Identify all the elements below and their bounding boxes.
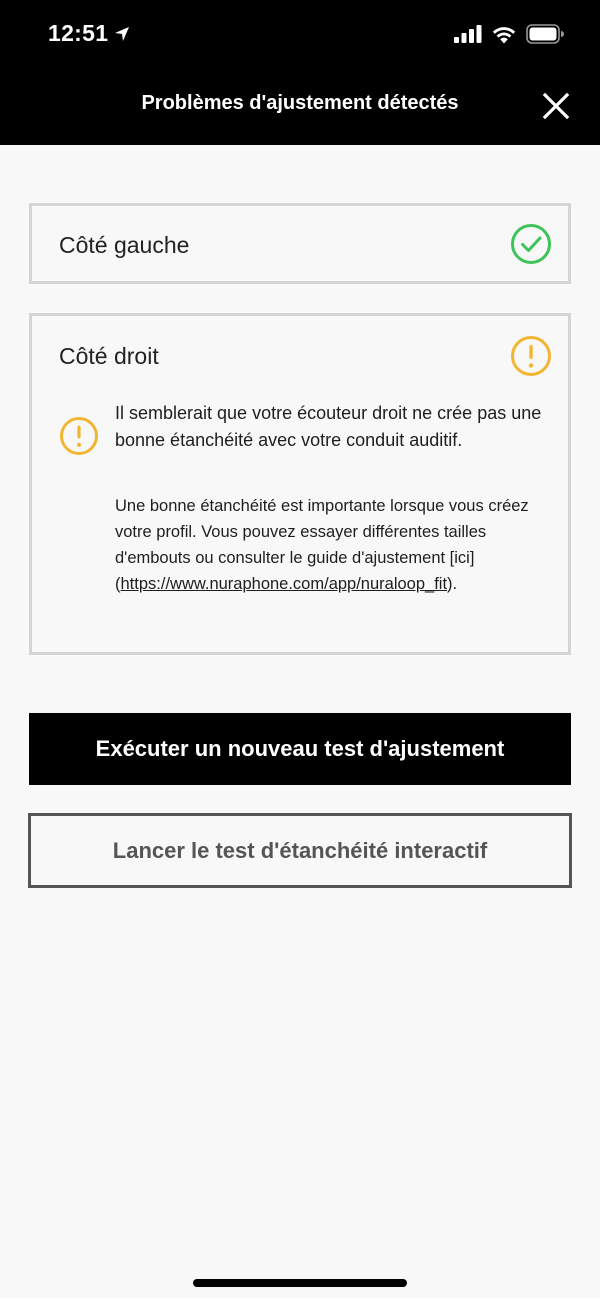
close-icon[interactable]	[540, 90, 572, 122]
battery-icon	[526, 24, 564, 44]
right-side-card	[29, 313, 571, 655]
detail-paren-open: (	[115, 575, 121, 593]
fit-guide-link[interactable]: https://www.nuraphone.com/app/nuraloop_fit	[120, 575, 448, 593]
home-indicator[interactable]	[193, 1279, 407, 1287]
wifi-icon	[491, 25, 517, 44]
right-side-message: Il semblerait que votre écouteur droit ne crée pas une bonne étanchéité avec votre conduit auditif.	[115, 403, 542, 450]
detail-text: Une bonne étanchéité est importante lorsque vous créez votre profil. Vous pouvez essayer différentes tailles d'embouts ou consulter le guide d'ajustement [ici]	[115, 497, 529, 567]
close-button[interactable]	[540, 90, 572, 122]
interactive-seal-test-button[interactable]: Lancer le test d'étanchéité interactif	[28, 813, 572, 888]
signal-icon	[454, 25, 482, 43]
left-side-card	[29, 203, 571, 284]
status-time	[48, 20, 130, 47]
message-warning-icon	[59, 416, 99, 456]
status-time-text: 12:51	[48, 20, 109, 46]
left-side-title: Côté gauche	[59, 232, 190, 258]
status-icons	[454, 24, 564, 44]
right-side-detail	[115, 493, 555, 597]
location-arrow-icon	[114, 26, 130, 42]
page-title: Problèmes d'ajustement détectés	[141, 92, 459, 114]
warning-circle-icon	[510, 335, 552, 377]
run-new-fit-test-button[interactable]: Exécuter un nouveau test d'ajustement	[29, 713, 571, 785]
detail-paren-close: ).	[447, 575, 458, 593]
check-circle-icon	[510, 223, 552, 265]
top-bar	[0, 0, 600, 145]
right-side-title: Côté droit	[59, 343, 159, 369]
